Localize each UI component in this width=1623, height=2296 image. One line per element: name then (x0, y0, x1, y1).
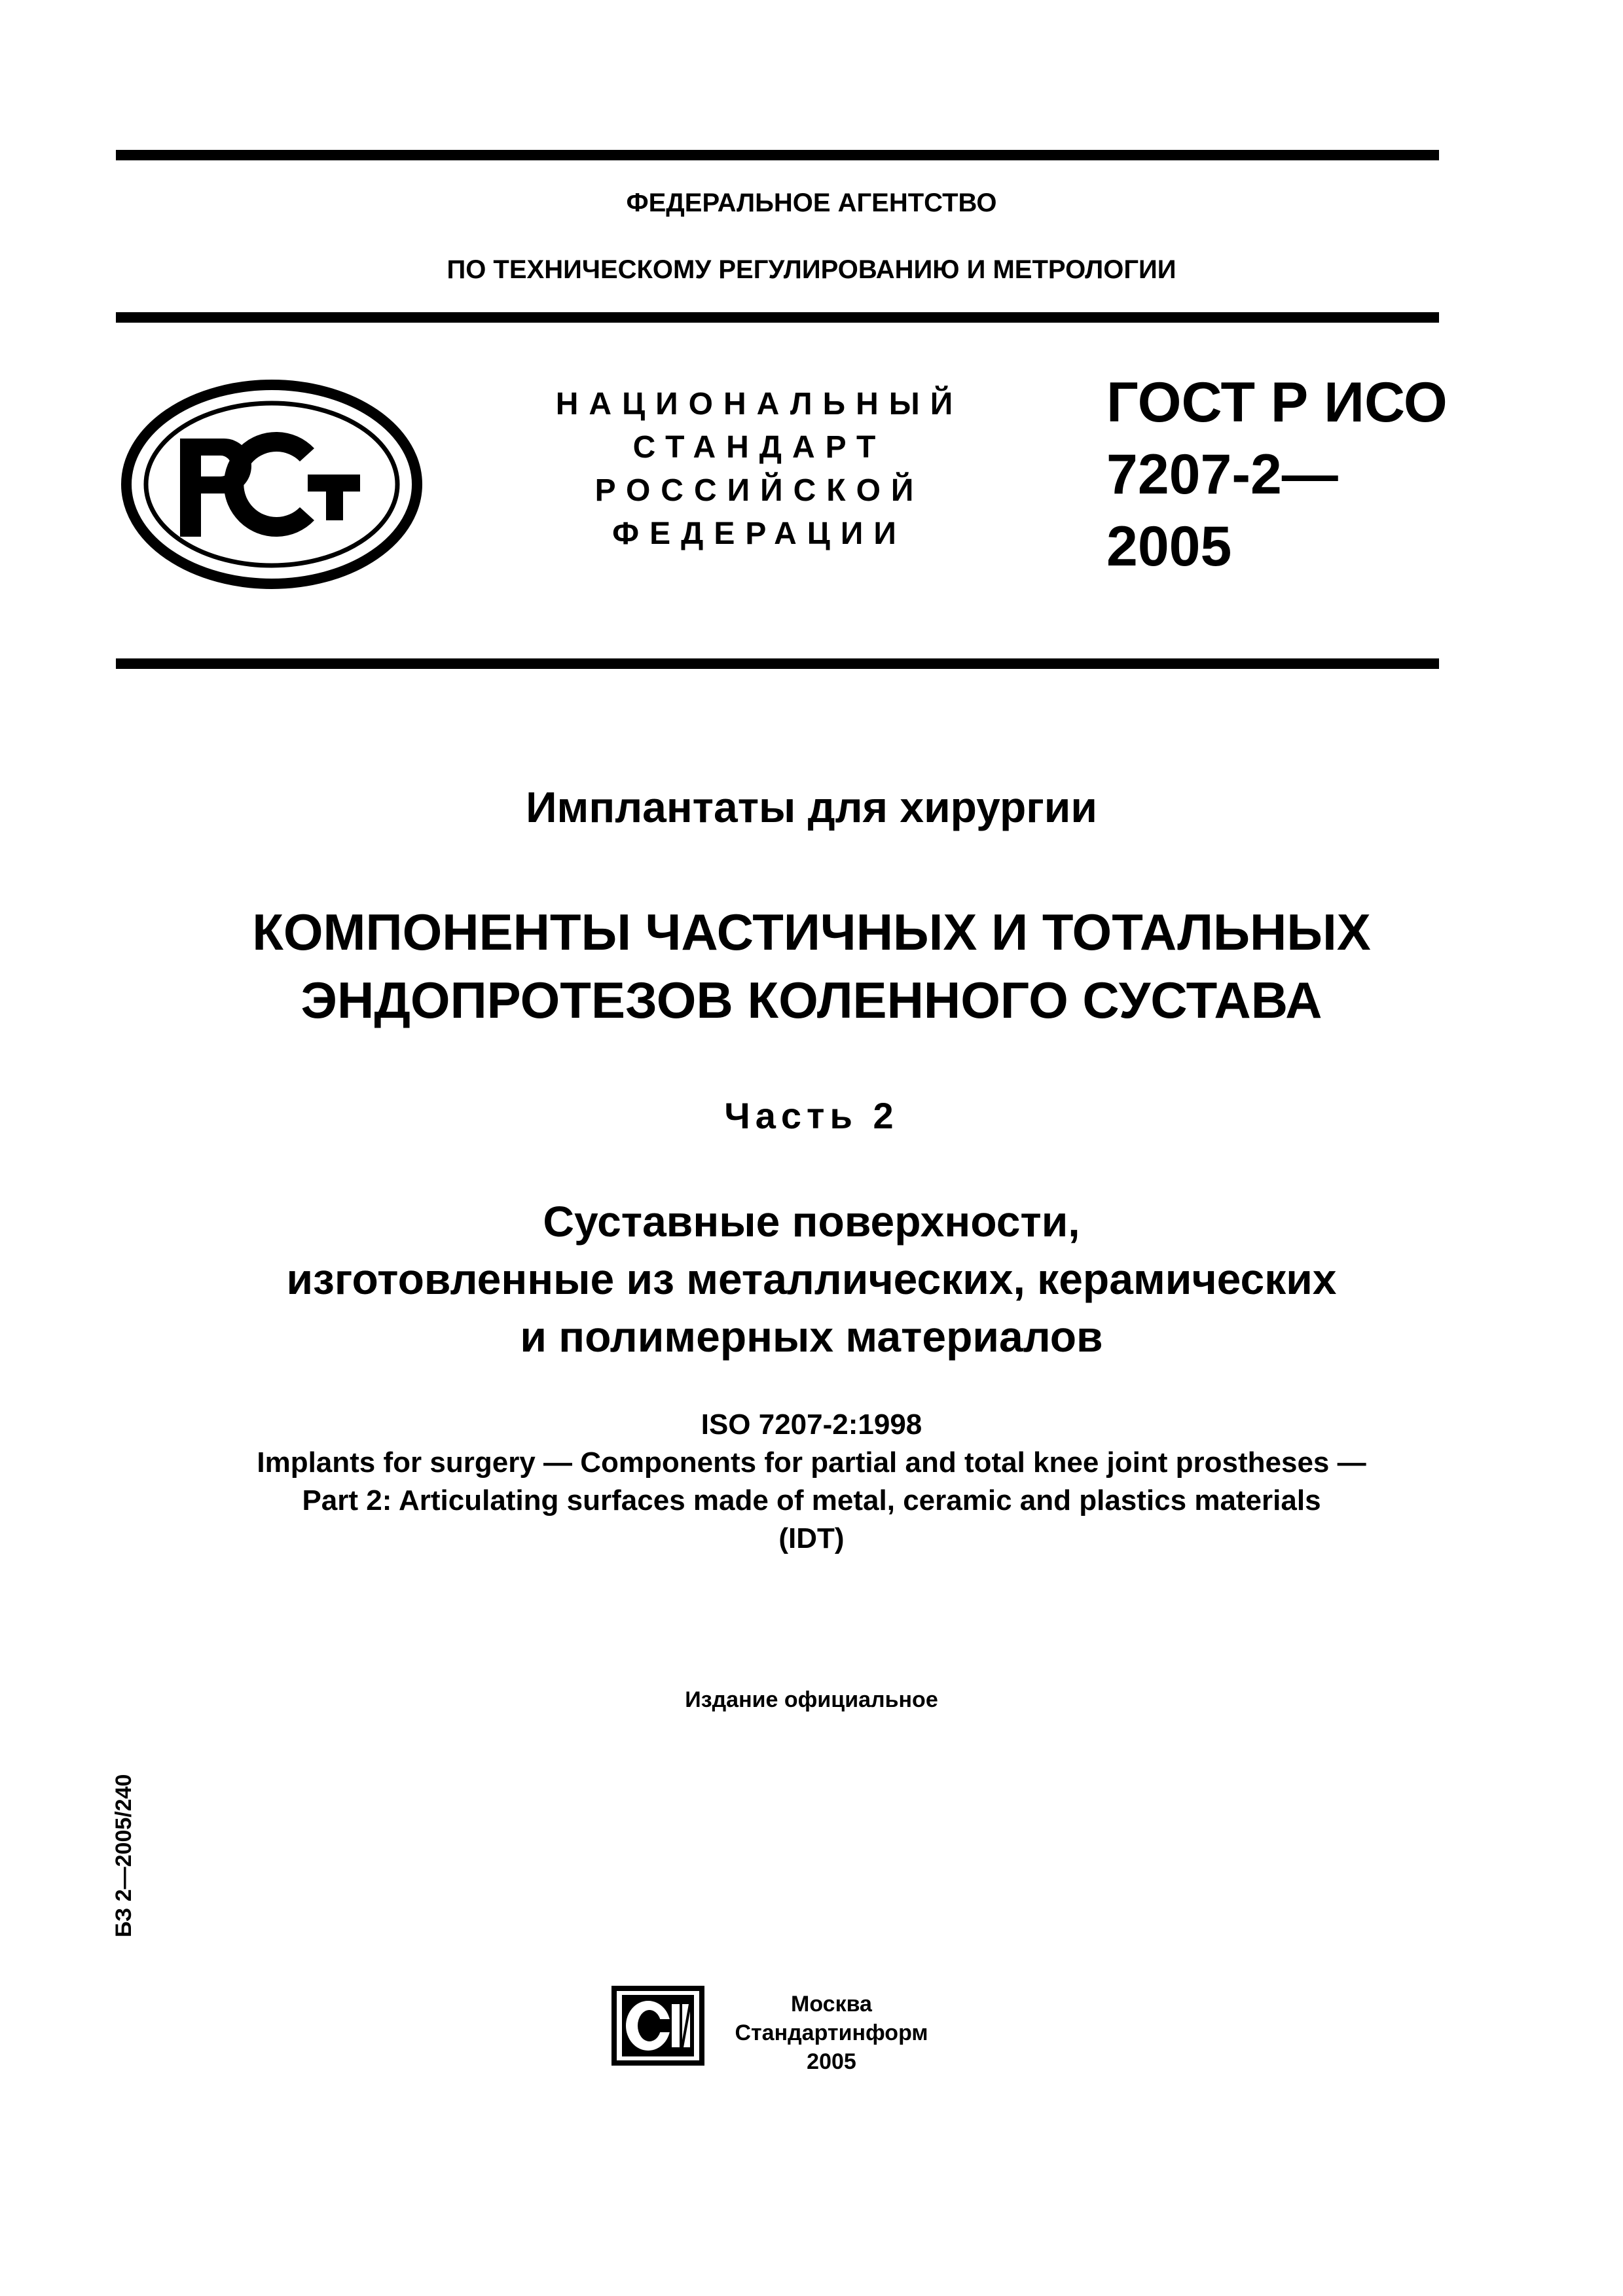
title-line-2: ЭНДОПРОТЕЗОВ КОЛЕННОГО СУСТАВА (301, 971, 1322, 1029)
agency-line-1: ФЕДЕРАЛЬНОЕ АГЕНТСТВО (626, 188, 997, 217)
top-rule (116, 150, 1439, 160)
iso-title-line-1: Implants for surgery — Components for partial and total knee joint prostheses — (257, 1446, 1366, 1479)
designation-line-3: 2005 (1106, 515, 1232, 578)
designation-line-2: 7207-2— (1106, 443, 1338, 506)
national-line-3: РОССИЙСКОЙ (594, 473, 924, 508)
publisher-city: Москва (791, 1992, 872, 2017)
rst-logo (118, 376, 426, 592)
national-line-4: ФЕДЕРАЦИИ (612, 516, 907, 551)
iso-title-line-2: Part 2: Articulating surfaces made of metal, ceramic and plastics materials (302, 1484, 1321, 1516)
title-line-1: КОМПОНЕНТЫ ЧАСТИЧНЫХ И ТОТАЛЬНЫХ (252, 903, 1371, 961)
part-number: Часть 2 (724, 1095, 899, 1136)
bottom-rule (116, 658, 1439, 669)
edition-label: Издание официальное (685, 1687, 938, 1712)
subtitle-line-3: и полимерных материалов (520, 1312, 1103, 1361)
publisher-year: 2005 (807, 2049, 856, 2074)
national-line-2: СТАНДАРТ (632, 430, 886, 465)
designation-line-1: ГОСТ Р ИСО (1106, 371, 1448, 434)
subject-heading: Имплантаты для хирургии (526, 783, 1097, 831)
subtitle-line-1: Суставные поверхности, (543, 1197, 1080, 1246)
subtitle-line-2: изготовленные из металлических, керамических (286, 1255, 1337, 1303)
side-code: БЗ 2—2005/240 (111, 1774, 136, 1937)
agency-line-2: ПО ТЕХНИЧЕСКОМУ РЕГУЛИРОВАНИЮ И МЕТРОЛОГИИ (447, 255, 1176, 284)
publisher-logo (609, 1983, 707, 2068)
publisher-info (733, 1990, 930, 2076)
standard-designation (1106, 367, 1448, 583)
iso-number: ISO 7207-2:1998 (701, 1408, 922, 1441)
publisher-name: Стандартинформ (735, 2020, 928, 2045)
iso-title-line-3: (IDT) (778, 1522, 845, 1554)
middle-rule (116, 312, 1439, 323)
national-line-1: НАЦИОНАЛЬНЫЙ (555, 387, 964, 422)
national-standard-label (524, 383, 995, 556)
